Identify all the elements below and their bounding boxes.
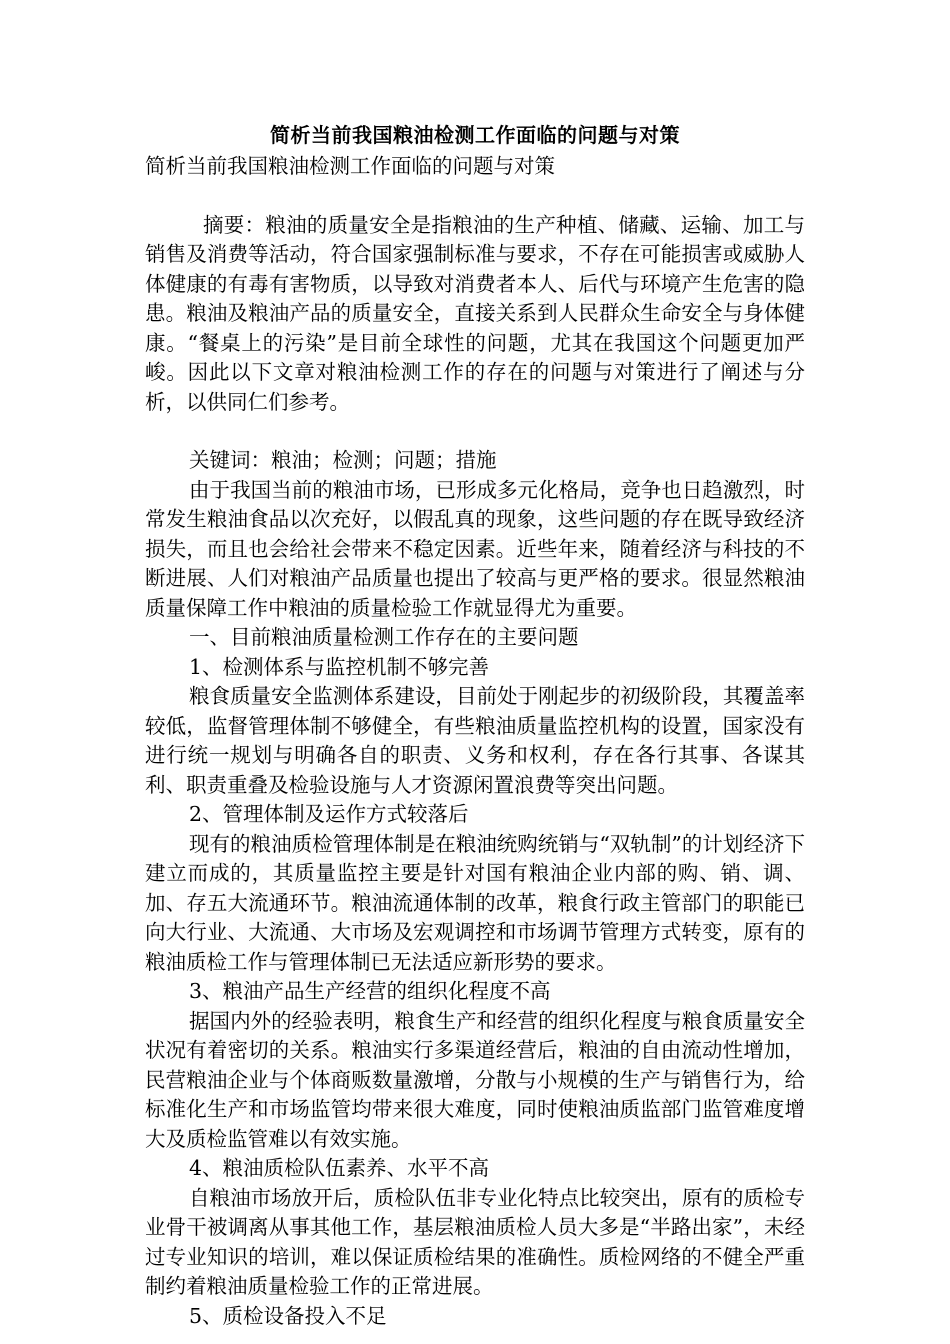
- item-paragraph: 自粮油市场放开后，质检队伍非专业化特点比较突出，原有的质检专业骨干被调离从事其他工作，基层粮油质检人员大多是“半路出家”，未经过专业知识的培训，难以保证质检结果的准确性。质检网络的不健全严重制约着粮油质量检验工作的正常进展。: [145, 1185, 805, 1298]
- item-paragraph: 粮食质量安全监测体系建设，目前处于刚起步的初级阶段，其覆盖率较低，监督管理体制不够健全，有些粮油质量监控机构的设置，国家没有进行统一规划与明确各自的职责、义务和权利，存在各行其事、各谋其利、职责重叠及检验设施与人才资源闲置浪费等突出问题。: [145, 684, 805, 797]
- abstract-paragraph: 摘要：粮油的质量安全是指粮油的生产种植、储藏、运输、加工与销售及消费等活动，符合国家强制标准与要求，不存在可能损害或威胁人体健康的有毒有害物质，以导致对消费者本人、后代与环境产生危害的隐患。粮油及粮油产品的质量安全，直接关系到人民群众生命安全与身体健康。“餐桌上的污染”是目前全球性的问题，尤其在我国这个问题更加严峻。因此以下文章对粮油检测工作的存在的问题与对策进行了阐述与分析，以供同仁们参考。: [145, 212, 805, 414]
- item-heading: 4、粮油质检队伍素养、水平不高: [189, 1156, 490, 1180]
- keywords-line: 关键词：粮油；检测；问题；措施: [189, 448, 497, 472]
- item-paragraph: 现有的粮油质检管理体制是在粮油统购统销与“双轨制”的计划经济下建立而成的，其质量监控主要是针对国有粮油企业内部的购、销、调、加、存五大流通环节。粮油流通体制的改革，粮食行政主管部门的职能已向大行业、大流通、大市场及宏观调控和市场调节管理方式转变，原有的粮油质检工作与管理体制已无法适应新形势的要求。: [145, 831, 805, 974]
- document-title: 简析当前我国粮油检测工作面临的问题与对策: [270, 123, 680, 147]
- item-heading: 1、检测体系与监控机制不够完善: [189, 654, 490, 679]
- document-subtitle: 简析当前我国粮油检测工作面临的问题与对策: [145, 154, 555, 178]
- item-heading: 2、管理体制及运作方式较落后: [189, 802, 469, 826]
- item-heading: 3、粮油产品生产经营的组织化程度不高: [189, 979, 551, 1003]
- item-heading: 5、质检设备投入不足: [189, 1303, 387, 1328]
- document-page: [145, 118, 805, 1331]
- item-paragraph: 据国内外的经验表明，粮食生产和经营的组织化程度与粮食质量安全状况有着密切的关系。粮油实行多渠道经营后，粮油的自由流动性增加，民营粮油企业与个体商贩数量激增，分散与小规模的生产与销售行为，给标准化生产和市场监管均带来很大难度，同时使粮油质监部门监管难度增大及质检监管难以有效实施。: [145, 1008, 805, 1151]
- intro-paragraph: 由于我国当前的粮油市场，已形成多元化格局，竞争也日趋激烈，时常发生粮油食品以次充好，以假乱真的现象，这些问题的存在既导致经济损失，而且也会给社会带来不稳定因素。近些年来，随着经济与科技的不断进展、人们对粮油产品质量也提出了较高与更严格的要求。很显然粮油质量保障工作中粮油的质量检验工作就显得尤为重要。: [145, 477, 805, 620]
- section-heading: 一、目前粮油质量检测工作存在的主要问题: [189, 625, 579, 649]
